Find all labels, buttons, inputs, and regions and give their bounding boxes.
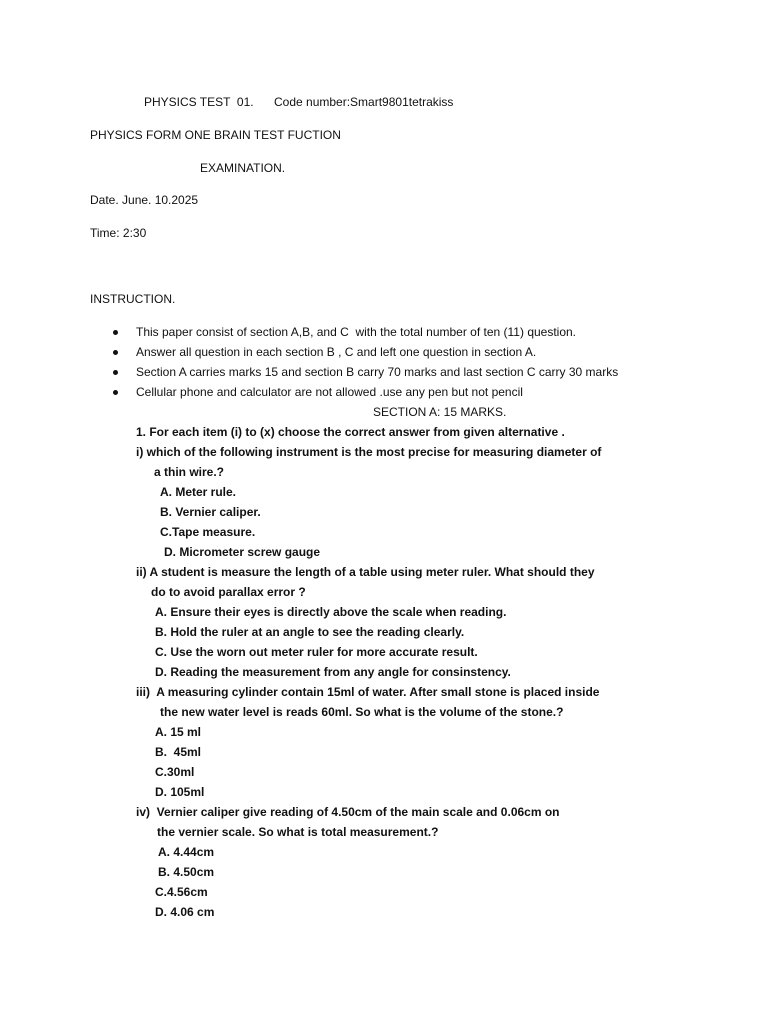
- answer-option: B. Hold the ruler at an angle to see the reading clearly.: [155, 625, 465, 639]
- question-stem: the new water level is reads 60ml. So what is the volume of the stone.?: [160, 705, 564, 719]
- answer-option: A. 4.44cm: [158, 845, 215, 859]
- section-a-heading: SECTION A: 15 MARKS.: [373, 405, 507, 419]
- answer-option: D. 105ml: [155, 785, 205, 799]
- question-stem: iii) A measuring cylinder contain 15ml of water. After small stone is placed inside: [136, 685, 600, 699]
- question-stem: the vernier scale. So what is total measurement.?: [157, 825, 439, 839]
- exam-date: Date. June. 10.2025: [90, 193, 199, 207]
- exam-title-line1: PHYSICS FORM ONE BRAIN TEST FUCTION: [90, 128, 341, 142]
- test-title: PHYSICS TEST 01.: [144, 95, 254, 109]
- instruction-item: Cellular phone and calculator are not allowed .use any pen but not pencil: [136, 385, 523, 399]
- answer-option: B. Vernier caliper.: [160, 505, 261, 519]
- bullet-icon: [113, 330, 118, 335]
- question-stem: i) which of the following instrument is the most precise for measuring diameter of: [136, 445, 602, 459]
- answer-option: A. Ensure their eyes is directly above the scale when reading.: [155, 605, 507, 619]
- question-stem: iv) Vernier caliper give reading of 4.50cm of the main scale and 0.06cm on: [136, 805, 560, 819]
- code-number: Code number:Smart9801tetrakiss: [274, 95, 454, 109]
- answer-option: B. 4.50cm: [158, 865, 215, 879]
- question-stem: do to avoid parallax error ?: [151, 585, 306, 599]
- answer-option: D. Reading the measurement from any angle for consinstency.: [155, 665, 511, 679]
- instruction-item: Answer all question in each section B , C and left one question in section A.: [136, 345, 537, 359]
- exam-title-line2: EXAMINATION.: [200, 161, 286, 175]
- answer-option: D. 4.06 cm: [155, 905, 215, 919]
- answer-option: C.30ml: [155, 765, 195, 779]
- answer-option: D. Micrometer screw gauge: [164, 545, 321, 559]
- instruction-item: This paper consist of section A,B, and C with the total number of ten (11) question.: [136, 325, 577, 339]
- bullet-icon: [113, 370, 118, 375]
- question-1-instruction: 1. For each item (i) to (x) choose the correct answer from given alternative .: [136, 425, 565, 439]
- instruction-item: Section A carries marks 15 and section B carry 70 marks and last section C carry 30 marks: [136, 365, 619, 379]
- bullet-icon: [113, 390, 118, 395]
- answer-option: C.Tape measure.: [160, 525, 256, 539]
- answer-option: A. 15 ml: [155, 725, 202, 739]
- answer-option: C.4.56cm: [155, 885, 208, 899]
- answer-option: C. Use the worn out meter ruler for more accurate result.: [155, 645, 478, 659]
- answer-option: B. 45ml: [155, 745, 202, 759]
- bullet-icon: [113, 350, 118, 355]
- instruction-heading: INSTRUCTION.: [90, 292, 176, 306]
- exam-time: Time: 2:30: [90, 226, 147, 240]
- answer-option: A. Meter rule.: [160, 485, 237, 499]
- question-stem: a thin wire.?: [154, 465, 225, 479]
- question-stem: ii) A student is measure the length of a table using meter ruler. What should they: [136, 565, 595, 579]
